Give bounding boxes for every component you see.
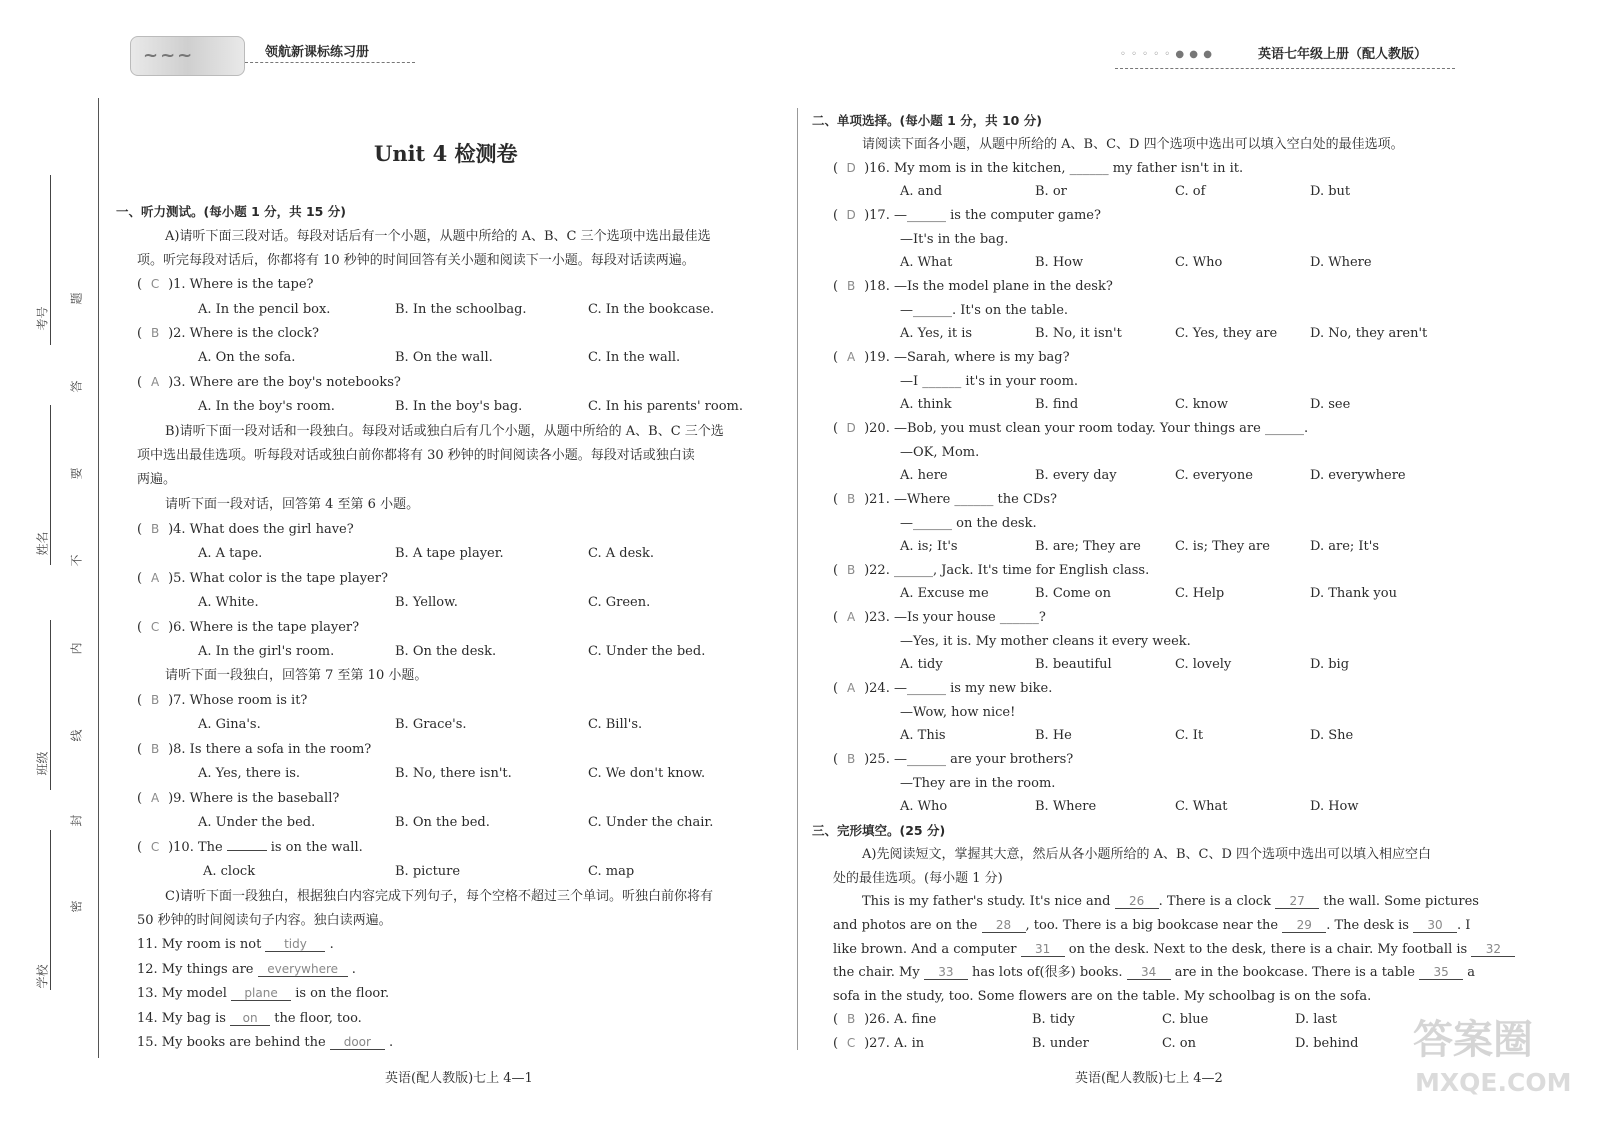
option: B. or bbox=[1035, 184, 1067, 199]
question-6: ( C )6. Where is the tape player? bbox=[137, 620, 360, 635]
watermark-text: 答案圈 bbox=[1413, 1017, 1533, 1063]
option: A. here bbox=[900, 468, 948, 483]
answer-mark: B bbox=[846, 492, 856, 506]
fill-answer: plane bbox=[231, 986, 291, 1001]
question-16: ( D )16. My mom is in the kitchen, ______ my father isn't in it. bbox=[833, 161, 1244, 176]
option: C. Yes, they are bbox=[1175, 326, 1278, 341]
header-logo: ~~~ bbox=[130, 36, 245, 76]
binding-field-id: 考号 bbox=[35, 306, 50, 331]
answer-mark: D bbox=[846, 208, 856, 222]
option: B. No, it isn't bbox=[1035, 326, 1122, 341]
question-25: ( B )25. —______ are your brothers? bbox=[833, 752, 1074, 767]
option: A. In the girl's room. bbox=[198, 644, 335, 659]
option: A. Gina's. bbox=[198, 717, 261, 732]
seal-char: 要 bbox=[69, 467, 84, 480]
question-7: ( B )7. Whose room is it? bbox=[137, 693, 308, 708]
option: C. is; They are bbox=[1175, 539, 1270, 554]
cloze-blank: 32 bbox=[1471, 942, 1515, 957]
section-1a-intro: A)请听下面三段对话。每段对话后有一个小题，从题中所给的 A、B、C 三个选项中选出最佳选 bbox=[165, 229, 711, 244]
option: A. On the sofa. bbox=[198, 350, 296, 365]
fill-answer: everywhere bbox=[258, 962, 348, 977]
option: B. beautiful bbox=[1035, 657, 1112, 672]
option: D. last bbox=[1295, 1012, 1338, 1027]
answer-mark: A bbox=[150, 571, 160, 585]
section-3-heading: 三、完形填空。(25 分) bbox=[812, 823, 946, 838]
option: C. What bbox=[1175, 799, 1228, 814]
seal-char: 题 bbox=[69, 292, 84, 305]
option: C. on bbox=[1162, 1036, 1196, 1051]
header-left-rule bbox=[245, 62, 415, 63]
question-line: —______ on the desk. bbox=[900, 516, 1037, 531]
option: B. Grace's. bbox=[395, 717, 467, 732]
option: C. of bbox=[1175, 184, 1206, 199]
option: A. This bbox=[900, 728, 946, 743]
passage-line: sofa in the study, too. Some flowers are on the table. My schoolbag is on the sofa. bbox=[833, 989, 1372, 1004]
option: B. under bbox=[1032, 1036, 1089, 1051]
option: A. Yes, it is bbox=[900, 326, 973, 341]
option: B. Yellow. bbox=[395, 595, 458, 610]
seal-char: 内 bbox=[69, 642, 84, 655]
section-1b-intro: 两遍。 bbox=[137, 472, 177, 487]
option: A. In the pencil box. bbox=[198, 302, 331, 317]
option: D. behind bbox=[1295, 1036, 1359, 1051]
option: B. On the bed. bbox=[395, 815, 490, 830]
question-line: —Wow, how nice! bbox=[900, 705, 1016, 720]
answer-mark: D bbox=[846, 421, 856, 435]
option: D. everywhere bbox=[1310, 468, 1406, 483]
fill-question-11: 11. My room is not tidy . bbox=[137, 937, 334, 952]
cloze-blank: 35 bbox=[1419, 965, 1463, 980]
option: A. is; It's bbox=[900, 539, 958, 554]
question-1: ( C )1. Where is the tape? bbox=[137, 277, 314, 292]
binding-field-school: 学校 bbox=[35, 964, 50, 989]
option: C. lovely bbox=[1175, 657, 1232, 672]
question-20: ( D )20. —Bob, you must clean your room today. Your things are ______. bbox=[833, 421, 1309, 436]
fill-answer: on bbox=[230, 1011, 270, 1026]
answer-mark: C bbox=[150, 840, 160, 854]
option: B. How bbox=[1035, 255, 1084, 270]
option: D. Where bbox=[1310, 255, 1372, 270]
option: A. Who bbox=[900, 799, 948, 814]
header-book-title: 英语七年级上册（配人教版） bbox=[1258, 47, 1428, 62]
question-22: ( B )22. ______, Jack. It's time for English class. bbox=[833, 563, 1150, 578]
seal-char: 答 bbox=[69, 380, 84, 393]
section-1a-intro: 项。听完每段对话后，你都将有 10 秒钟的时间回答有关小题和阅读下一小题。每段对话读两遍。 bbox=[137, 253, 695, 268]
question-line: —______. It's on the table. bbox=[900, 303, 1069, 318]
option: C. Help bbox=[1175, 586, 1225, 601]
option: A. clock bbox=[203, 864, 256, 879]
option: C. everyone bbox=[1175, 468, 1253, 483]
cloze-blank: 31 bbox=[1021, 942, 1065, 957]
question-23: ( A )23. —Is your house ______? bbox=[833, 610, 1046, 625]
answer-mark: B bbox=[150, 326, 160, 340]
sub-instruction: 请听下面一段对话，回答第 4 至第 6 小题。 bbox=[165, 497, 420, 512]
seal-char: 不 bbox=[69, 554, 84, 567]
header-dots: ◦ ◦ ◦ ◦ ◦ ● ● ● bbox=[1120, 49, 1213, 60]
answer-mark: A bbox=[846, 350, 856, 364]
option: B. find bbox=[1035, 397, 1079, 412]
option: B. In the schoolbag. bbox=[395, 302, 527, 317]
page-title: Unit 4 检测卷 bbox=[374, 141, 518, 166]
seal-char: 线 bbox=[69, 729, 84, 742]
answer-mark: D bbox=[846, 161, 856, 175]
question-9: ( A )9. Where is the baseball? bbox=[137, 791, 340, 806]
option: C. It bbox=[1175, 728, 1204, 743]
option: D. How bbox=[1310, 799, 1359, 814]
question-17: ( D )17. —______ is the computer game? bbox=[833, 208, 1101, 223]
fill-question-12: 12. My things are everywhere . bbox=[137, 962, 356, 977]
answer-mark: A bbox=[150, 791, 160, 805]
option: B. On the wall. bbox=[395, 350, 493, 365]
passage-line: This is my father's study. It's nice and 26 . There is a clock 27 the wall. Some pictures bbox=[862, 894, 1479, 909]
cloze-blank: 33 bbox=[924, 965, 968, 980]
option: A. A tape. bbox=[198, 546, 263, 561]
question-line: —OK, Mom. bbox=[900, 445, 980, 460]
sub-instruction: 请听下面一段独白，回答第 7 至第 10 小题。 bbox=[165, 668, 428, 683]
seal-char: 密 bbox=[69, 900, 84, 913]
option: C. We don't know. bbox=[588, 766, 706, 781]
page-footer-right: 英语(配人教版)七上 4—2 bbox=[1075, 1071, 1223, 1086]
question-18: ( B )18. —Is the model plane in the desk? bbox=[833, 279, 1113, 294]
option: D. are; It's bbox=[1310, 539, 1379, 554]
section-2-intro: 请阅读下面各小题，从题中所给的 A、B、C、D 四个选项中选出可以填入空白处的最佳选项。 bbox=[862, 137, 1404, 152]
option: B. Where bbox=[1035, 799, 1097, 814]
question-26: ( B )26. A. fine bbox=[833, 1012, 937, 1027]
option: A. Under the bed. bbox=[198, 815, 316, 830]
header-series-title: 领航新课标练习册 bbox=[265, 45, 370, 60]
answer-mark: B bbox=[150, 693, 160, 707]
option: D. She bbox=[1310, 728, 1354, 743]
option: A. White. bbox=[198, 595, 259, 610]
option: C. Under the chair. bbox=[588, 815, 714, 830]
option: B. Come on bbox=[1035, 586, 1111, 601]
fill-question-15: 15. My books are behind the door . bbox=[137, 1035, 394, 1050]
answer-mark: C bbox=[150, 620, 160, 634]
answer-mark: B bbox=[846, 279, 856, 293]
question-3: ( A )3. Where are the boy's notebooks? bbox=[137, 375, 401, 390]
option: D. but bbox=[1310, 184, 1351, 199]
option: C. map bbox=[588, 864, 635, 879]
question-24: ( A )24. —______ is my new bike. bbox=[833, 681, 1053, 696]
passage-line: the chair. My 33 has lots of(很多) books. 34 are in the bookcase. There is a table 35 a bbox=[833, 965, 1475, 980]
option: B. every day bbox=[1035, 468, 1117, 483]
option: B. No, there isn't. bbox=[395, 766, 512, 781]
question-27: ( C )27. A. in bbox=[833, 1036, 925, 1051]
question-line: —It's in the bag. bbox=[900, 232, 1009, 247]
option: B. He bbox=[1035, 728, 1072, 743]
question-line: —They are in the room. bbox=[900, 776, 1056, 791]
option: B. In the boy's bag. bbox=[395, 399, 523, 414]
option: A. In the boy's room. bbox=[198, 399, 335, 414]
question-5: ( A )5. What color is the tape player? bbox=[137, 571, 388, 586]
watermark-logo bbox=[1405, 1000, 1572, 1125]
section-1c-intro: C)请听下面一段独白，根据独白内容完成下列句子，每个空格不超过三个单词。听独白前你将有 bbox=[165, 889, 714, 904]
option: C. In the wall. bbox=[588, 350, 681, 365]
passage-line: like brown. And a computer 31 on the desk. Next to the desk, there is a chair. My football is 32 bbox=[833, 941, 1515, 958]
question-10: ( C )10. The is on the wall. bbox=[137, 840, 363, 855]
option: D. see bbox=[1310, 397, 1351, 412]
binding-line bbox=[98, 98, 99, 1058]
option: B. picture bbox=[395, 864, 461, 879]
section-1c-intro: 50 秒钟的时间阅读句子内容。独白读两遍。 bbox=[137, 913, 392, 928]
option: B. are; They are bbox=[1035, 539, 1141, 554]
question-line: —Yes, it is. My mother cleans it every week. bbox=[900, 634, 1191, 649]
option: A. think bbox=[900, 397, 952, 412]
option: C. Under the bed. bbox=[588, 644, 706, 659]
answer-mark: B bbox=[846, 563, 856, 577]
option: C. Bill's. bbox=[588, 717, 643, 732]
watermark-url: MXQE.COM bbox=[1415, 1068, 1572, 1097]
seal-char: 封 bbox=[69, 814, 84, 827]
question-8: ( B )8. Is there a sofa in the room? bbox=[137, 742, 372, 757]
cloze-blank: 29 bbox=[1282, 918, 1326, 933]
option: D. Thank you bbox=[1310, 586, 1397, 601]
option: C. A desk. bbox=[588, 546, 654, 561]
fill-answer: tidy bbox=[265, 937, 325, 952]
option: B. On the desk. bbox=[395, 644, 497, 659]
section-2-heading: 二、单项选择。(每小题 1 分，共 10 分) bbox=[812, 113, 1042, 128]
option: A. Yes, there is. bbox=[198, 766, 301, 781]
option: C. know bbox=[1175, 397, 1228, 412]
cloze-blank: 27 bbox=[1275, 894, 1319, 909]
answer-mark: B bbox=[150, 522, 160, 536]
fill-question-13: 13. My model plane is on the floor. bbox=[137, 986, 390, 1001]
option: A. What bbox=[900, 255, 953, 270]
binding-field-name: 姓名 bbox=[35, 531, 50, 556]
option: C. Who bbox=[1175, 255, 1223, 270]
question-21: ( B )21. —Where ______ the CDs? bbox=[833, 492, 1057, 507]
cloze-blank: 26 bbox=[1115, 894, 1159, 909]
section-3-intro: 处的最佳选项。(每小题 1 分) bbox=[833, 871, 1003, 886]
fill-answer: door bbox=[330, 1035, 385, 1050]
option: C. In his parents' room. bbox=[588, 399, 744, 414]
cloze-blank: 34 bbox=[1127, 965, 1171, 980]
option: D. No, they aren't bbox=[1310, 326, 1428, 341]
answer-blank bbox=[227, 839, 267, 851]
option: B. A tape player. bbox=[395, 546, 504, 561]
fill-question-14: 14. My bag is on the floor, too. bbox=[137, 1011, 362, 1026]
answer-mark: B bbox=[846, 1012, 856, 1026]
answer-mark: A bbox=[846, 610, 856, 624]
option: C. Green. bbox=[588, 595, 651, 610]
page-footer-left: 英语(配人教版)七上 4—1 bbox=[385, 1071, 533, 1086]
answer-mark: B bbox=[150, 742, 160, 756]
option: A. tidy bbox=[900, 657, 943, 672]
option: D. big bbox=[1310, 657, 1350, 672]
cloze-blank: 30 bbox=[1413, 918, 1457, 933]
option: B. tidy bbox=[1032, 1012, 1075, 1027]
question-19: ( A )19. —Sarah, where is my bag? bbox=[833, 350, 1070, 365]
section-1-heading: 一、听力测试。(每小题 1 分，共 15 分) bbox=[116, 204, 346, 219]
option: C. In the bookcase. bbox=[588, 302, 715, 317]
cloze-blank: 28 bbox=[982, 918, 1026, 933]
passage-line: and photos are on the 28 , too. There is a big bookcase near the 29 . The desk is 30 . I bbox=[833, 918, 1471, 933]
binding-field-class: 班级 bbox=[35, 751, 50, 776]
option: A. and bbox=[900, 184, 943, 199]
answer-mark: A bbox=[846, 681, 856, 695]
section-3-intro: A)先阅读短文，掌握其大意，然后从各小题所给的 A、B、C、D 四个选项中选出可以填入相应空白 bbox=[862, 847, 1432, 862]
header-right-rule bbox=[1115, 68, 1455, 69]
answer-mark: A bbox=[150, 375, 160, 389]
page-divider bbox=[797, 108, 798, 1050]
section-1b-intro: B)请听下面一段对话和一段独白。每段对话或独白后有几个小题，从题中所给的 A、B、C 三个选 bbox=[165, 424, 724, 439]
question-4: ( B )4. What does the girl have? bbox=[137, 522, 354, 537]
answer-mark: C bbox=[150, 277, 160, 291]
answer-mark: B bbox=[846, 752, 856, 766]
question-2: ( B )2. Where is the clock? bbox=[137, 326, 319, 341]
option: A. Excuse me bbox=[900, 586, 989, 601]
question-line: —I ______ it's in your room. bbox=[900, 374, 1079, 389]
section-1b-intro: 项中选出最佳选项。听每段对话或独白前你都将有 30 秒钟的时间阅读各小题。每段对话或独白读 bbox=[137, 448, 695, 463]
answer-mark: C bbox=[846, 1036, 856, 1050]
option: C. blue bbox=[1162, 1012, 1209, 1027]
